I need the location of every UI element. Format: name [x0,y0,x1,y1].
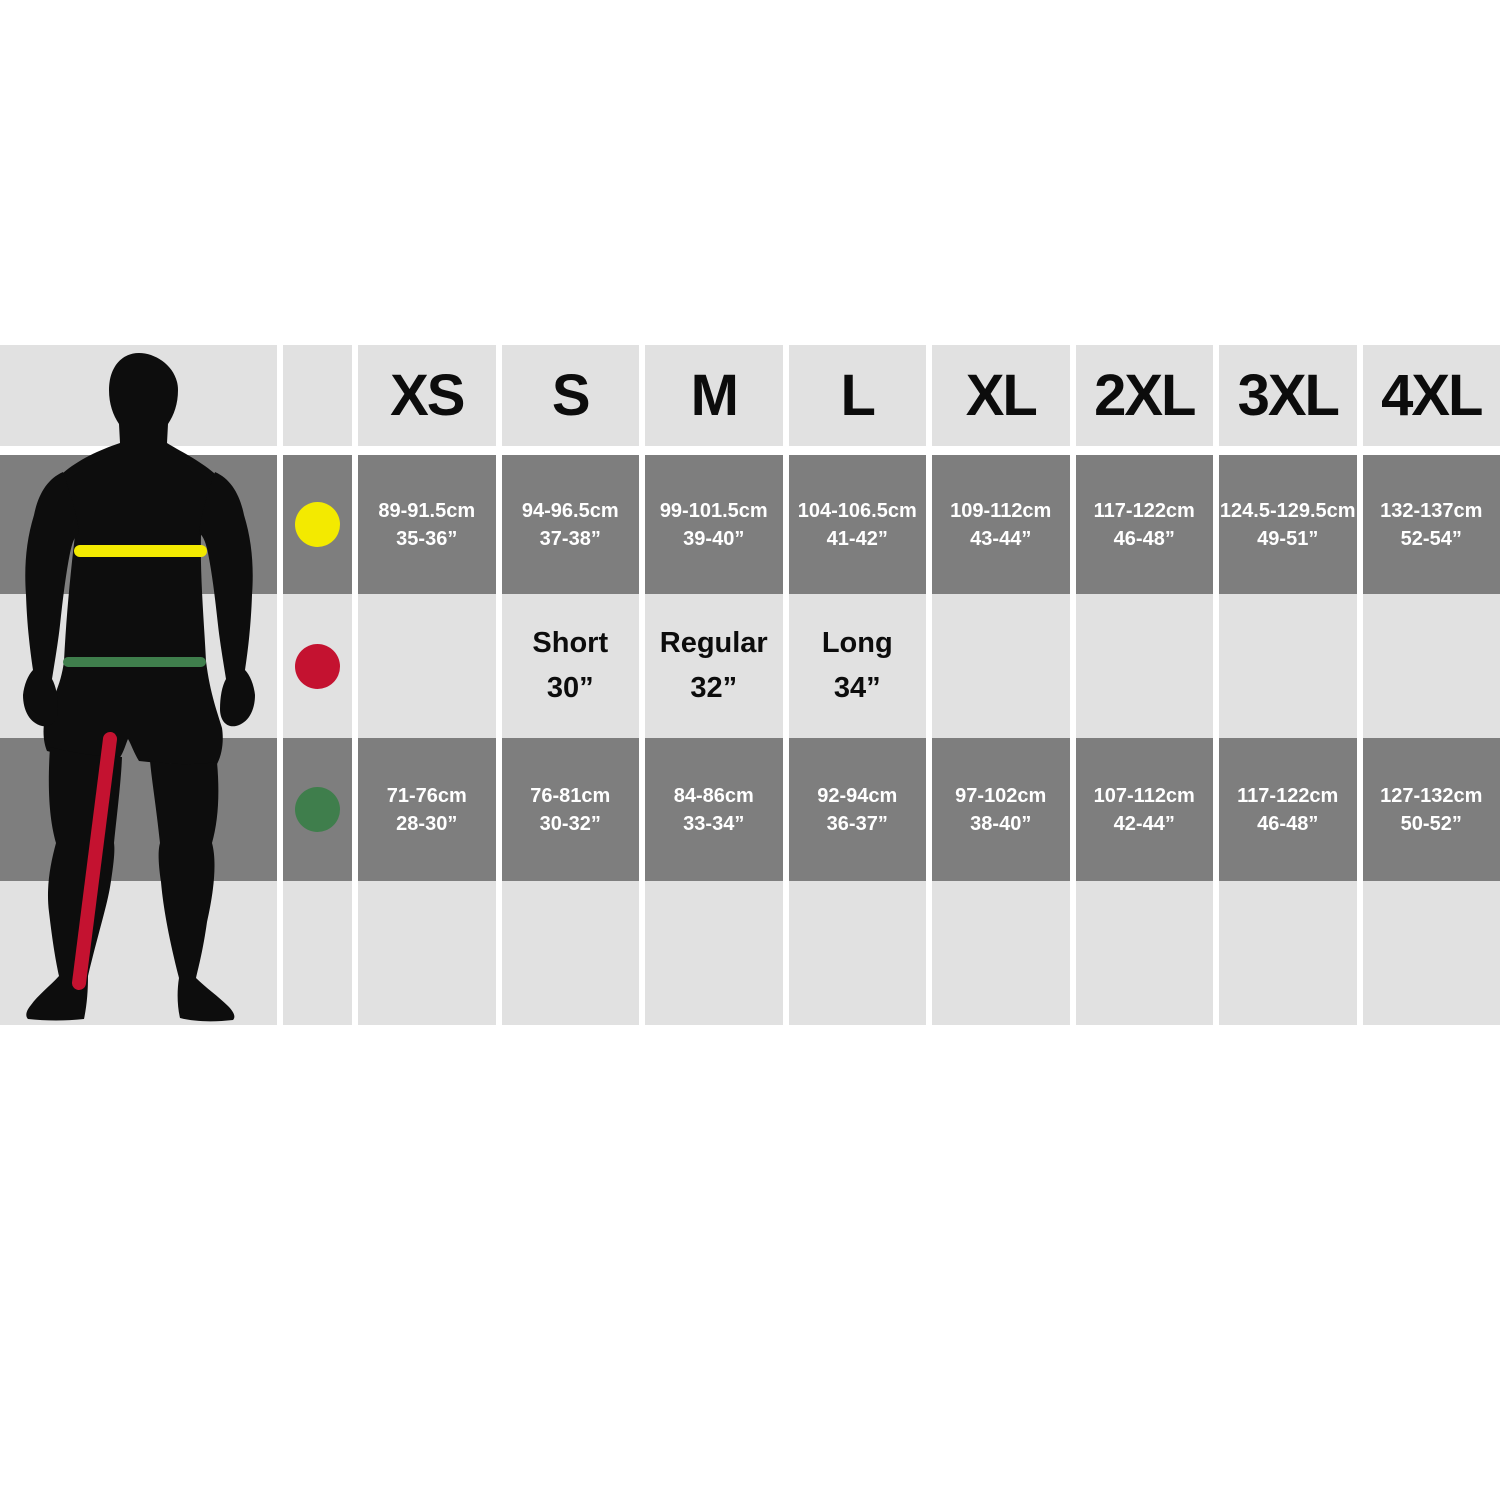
size-label: 2XL [1094,362,1195,428]
empty-cell-3xl [1219,881,1357,1025]
empty-cell-xs [358,881,496,1025]
empty-cell-xl [932,881,1070,1025]
waist-cell-xs: 71-76cm 28-30” [358,738,496,881]
chest-cell-s: 94-96.5cm 37-38” [502,455,640,594]
chest-cell-m: 99-101.5cm 39-40” [645,455,783,594]
length-cell-m: Regular 32” [645,594,783,738]
chest-cell-l: 104-106.5cm 41-42” [789,455,927,594]
size-label: S [551,362,589,428]
size-header-l [789,345,927,446]
size-header-2xl [1076,345,1214,446]
size-label: L [840,362,874,428]
empty-cell-m [645,881,783,1025]
size-header-4xl [1363,345,1500,446]
waist-green-dot [295,787,340,832]
size-header-xs [358,345,496,446]
body-silhouette-panel [0,345,277,1025]
size-label: 3XL [1237,362,1338,428]
length-cell-2xl [1076,594,1214,738]
waist-cell-m: 84-86cm 33-34” [645,738,783,881]
silhouette-body [44,353,223,765]
empty-cell-s [502,881,640,1025]
male-silhouette-figure [0,345,277,1025]
chest-cell-2xl: 117-122cm 46-48” [1076,455,1214,594]
length-cell-4xl [1363,594,1500,738]
empty-cell-2xl [1076,881,1214,1025]
empty-cell-4xl [1363,881,1500,1025]
size-header-m [645,345,783,446]
length-marker-cell [283,594,352,738]
size-header-xl [932,345,1070,446]
inside-leg-red-dot [295,644,340,689]
empty-cell-l [789,881,927,1025]
size-label: 4XL [1381,362,1482,428]
length-cell-xs [358,594,496,738]
waist-cell-l: 92-94cm 36-37” [789,738,927,881]
length-cell-l: Long 34” [789,594,927,738]
chest-marker-cell [283,455,352,594]
marker-column-header [283,345,352,446]
waist-cell-s: 76-81cm 30-32” [502,738,640,881]
size-chart-table [0,345,1500,1025]
chest-cell-4xl: 132-137cm 52-54” [1363,455,1500,594]
size-label: XS [390,362,464,428]
waist-cell-2xl: 107-112cm 42-44” [1076,738,1214,881]
size-label: XL [965,362,1036,428]
chest-cell-xl: 109-112cm 43-44” [932,455,1070,594]
size-header-s [502,345,640,446]
waist-cell-xl: 97-102cm 38-40” [932,738,1070,881]
chest-cell-xs: 89-91.5cm 35-36” [358,455,496,594]
waist-cell-4xl: 127-132cm 50-52” [1363,738,1500,881]
waist-marker-cell [283,738,352,881]
size-header-3xl [1219,345,1357,446]
chest-cell-3xl: 124.5-129.5cm 49-51” [1219,455,1357,594]
marker-column-empty-cell [283,881,352,1025]
chest-yellow-dot [295,502,340,547]
waist-cell-3xl: 117-122cm 46-48” [1219,738,1357,881]
length-cell-3xl [1219,594,1357,738]
length-cell-s: Short 30” [502,594,640,738]
length-cell-xl [932,594,1070,738]
silhouette-right-leg [150,761,234,1021]
size-label: M [690,362,737,428]
